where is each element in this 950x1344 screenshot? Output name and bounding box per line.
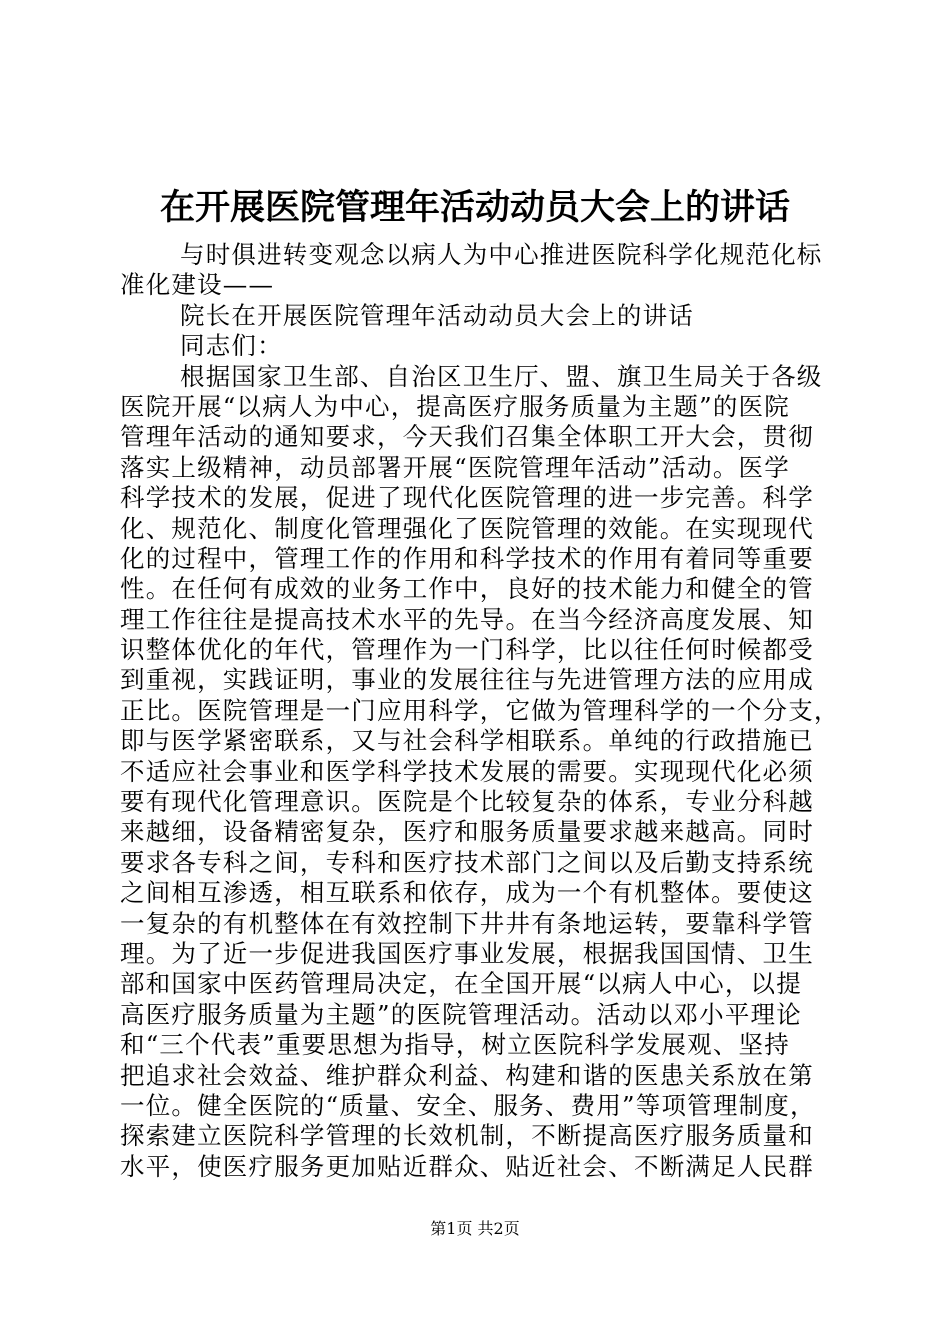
document-title: 在开展医院管理年活动动员大会上的讲话 (159, 187, 790, 228)
paragraph-line: 管理年活动的通知要求，今天我们召集全体职工开大会，贯彻 (120, 422, 814, 452)
paragraph-line: 科学技术的发展，促进了现代化医院管理的进一步完善。科学 (120, 483, 814, 513)
paragraph-line: 院长在开展医院管理年活动动员大会上的讲话 (180, 300, 694, 330)
paragraph-line: 部和国家中医药管理局决定，在全国开展“以病人中心，以提 (120, 969, 802, 999)
paragraph-line: 水平，使医疗服务更加贴近群众、贴近社会、不断满足人民群 (120, 1151, 814, 1181)
document-body (120, 240, 840, 1182)
paragraph-line: 不适应社会事业和医学科学技术发展的需要。实现现代化必须 (120, 756, 814, 786)
paragraph-line: 化的过程中，管理工作的作用和科学技术的作用有着同等重要 (120, 543, 814, 573)
paragraph-line: 同志们： (180, 331, 283, 361)
paragraph-line: 一复杂的有机整体在有效控制下井井有条地运转，要靠科学管 (120, 908, 814, 938)
paragraph-line: 到重视，实践证明，事业的发展往往与先进管理方法的应用成 (120, 665, 814, 695)
paragraph-line: 来越细，设备精密复杂，医疗和服务质量要求越来越高。同时 (120, 817, 814, 847)
paragraph-line: 落实上级精神，动员部署开展“医院管理年活动”活动。医学 (120, 452, 790, 482)
paragraph-line: 正比。医院管理是一门应用科学，它做为管理科学的一个分支， (120, 695, 840, 725)
paragraph-line: 识整体优化的年代，管理作为一门科学，比以往任何时候都受 (120, 635, 814, 665)
page-footer: 第1页 共2页 (430, 1219, 520, 1238)
paragraph-line: 把追求社会效益、维护群众利益、构建和谐的医患关系放在第 (120, 1060, 814, 1090)
paragraph-line: 和“三个代表”重要思想为指导，树立医院科学发展观、坚持 (120, 1030, 790, 1060)
paragraph-line: 与时俱进转变观念以病人为中心推进医院科学化规范化标 (180, 240, 823, 269)
paragraph-line: 化、规范化、制度化管理强化了医院管理的效能。在实现现代 (120, 513, 814, 543)
paragraph-line: 要有现代化管理意识。医院是个比较复杂的体系，专业分科越 (120, 787, 814, 817)
paragraph-line: 一位。健全医院的“质量、安全、服务、费用”等项管理制度， (120, 1090, 816, 1120)
paragraph-line: 医院开展“以病人为中心，提高医疗服务质量为主题”的医院 (120, 391, 790, 421)
paragraph-line: 要求各专科之间，专科和医疗技术部门之间以及后勤支持系统 (120, 847, 814, 877)
paragraph-line: 即与医学紧密联系，又与社会科学相联系。单纯的行政措施已 (120, 726, 814, 756)
paragraph-line: 理工作往往是提高技术水平的先导。在当今经济高度发展、知 (120, 604, 814, 634)
paragraph-line: 准化建设—— (120, 270, 275, 300)
paragraph-line: 理。为了近一步促进我国医疗事业发展，根据我国国情、卫生 (120, 938, 814, 968)
paragraph-line: 探索建立医院科学管理的长效机制，不断提高医疗服务质量和 (120, 1121, 814, 1151)
paragraph-line: 高医疗服务质量为主题”的医院管理活动。活动以邓小平理论 (120, 999, 802, 1029)
paragraph-line: 之间相互渗透，相互联系和依存，成为一个有机整体。要使这 (120, 878, 814, 908)
paragraph-line: 根据国家卫生部、自治区卫生厅、盟、旗卫生局关于各级 (180, 361, 823, 391)
paragraph-line: 性。在任何有成效的业务工作中，良好的技术能力和健全的管 (120, 574, 814, 604)
